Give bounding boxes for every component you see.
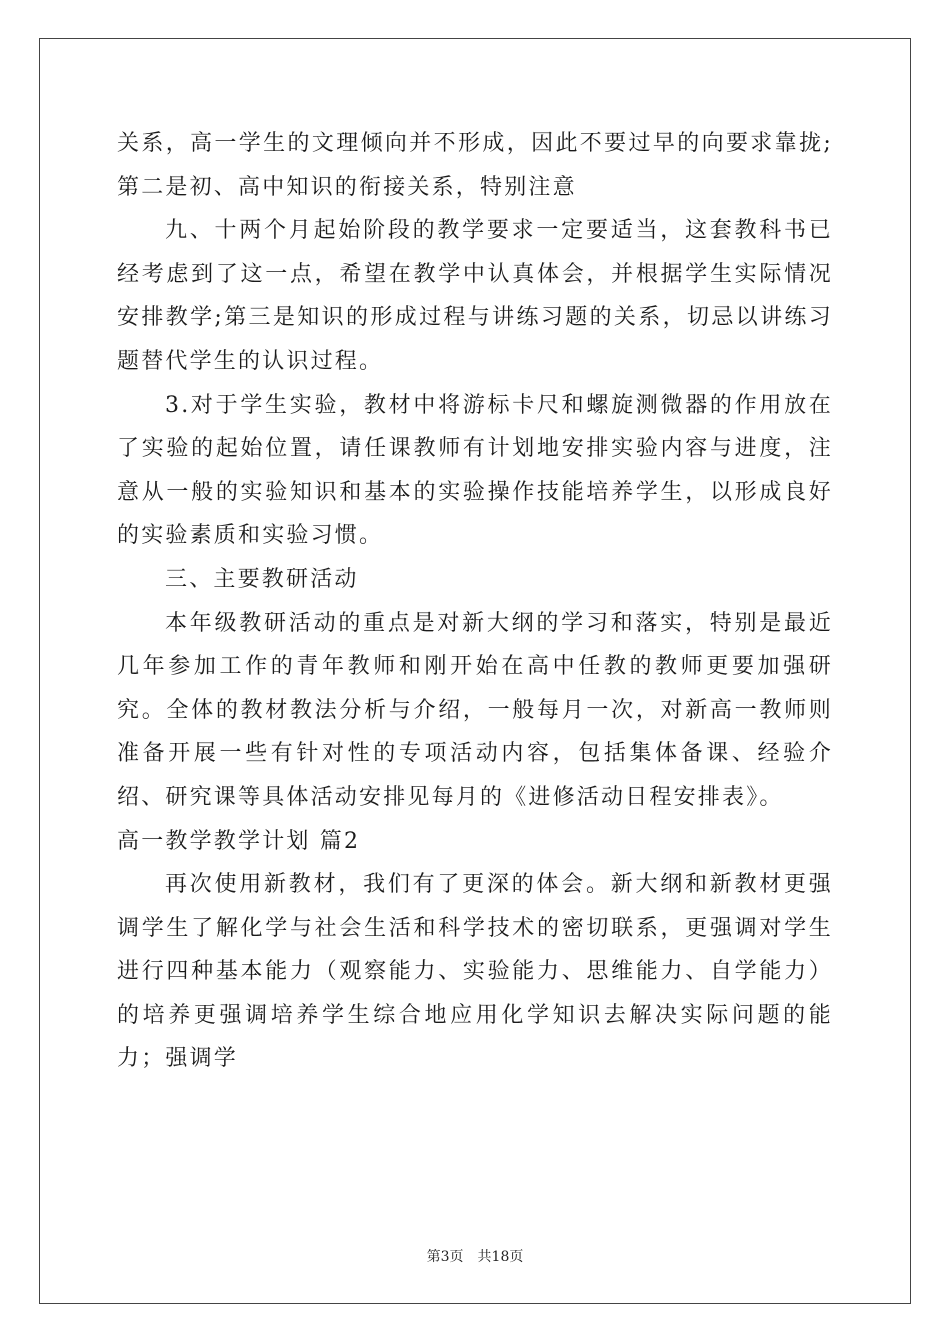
article-title: 高一教学教学计划 篇2 bbox=[117, 828, 361, 854]
page-footer bbox=[0, 1246, 950, 1266]
paragraph-1: 关系，高一学生的文理倾向并不形成，因此不要过早的向要求靠拢;第二是初、高中知识的衔接关系，特别注意 bbox=[117, 131, 833, 200]
section-heading: 三、主要教研活动 bbox=[165, 566, 359, 592]
paragraph-5: 再次使用新教材，我们有了更深的体会。新大纲和新教材更强调学生了解化学与社会生活和科学技术的密切联系，更强调对学生进行四种基本能力（观察能力、实验能力、思维能力、自学能力）的培养更强调培养学生综合地应用化学知识去解决实际问题的能力；强调学 bbox=[117, 872, 833, 1072]
document-body bbox=[117, 122, 833, 1081]
paragraph-2: 九、十两个月起始阶段的教学要求一定要适当，这套教科书已经考虑到了这一点，希望在教学中认真体会，并根据学生实际情况安排教学;第三是知识的形成过程与讲练习题的关系，切忌以讲练习题替代学生的认识过程。 bbox=[117, 218, 833, 374]
total-pages: 共18页 bbox=[477, 1249, 524, 1265]
paragraph-3: 3.对于学生实验，教材中将游标卡尺和螺旋测微器的作用放在了实验的起始位置，请任课教师有计划地安排实验内容与进度，注意从一般的实验知识和基本的实验操作技能培养学生，以形成良好的实验素质和实验习惯。 bbox=[117, 392, 833, 549]
paragraph-4: 本年级教研活动的重点是对新大纲的学习和落实，特别是最近几年参加工作的青年教师和刚开始在高中任教的教师更要加强研究。全体的教材教法分析与介绍，一般每月一次，对新高一教师则准备开展一些有针对性的专项活动内容，包括集体备课、经验介绍、研究课等具体活动安排见每月的《进修活动日程安排表》。 bbox=[117, 610, 833, 810]
page-number: 第3页 bbox=[426, 1249, 464, 1265]
